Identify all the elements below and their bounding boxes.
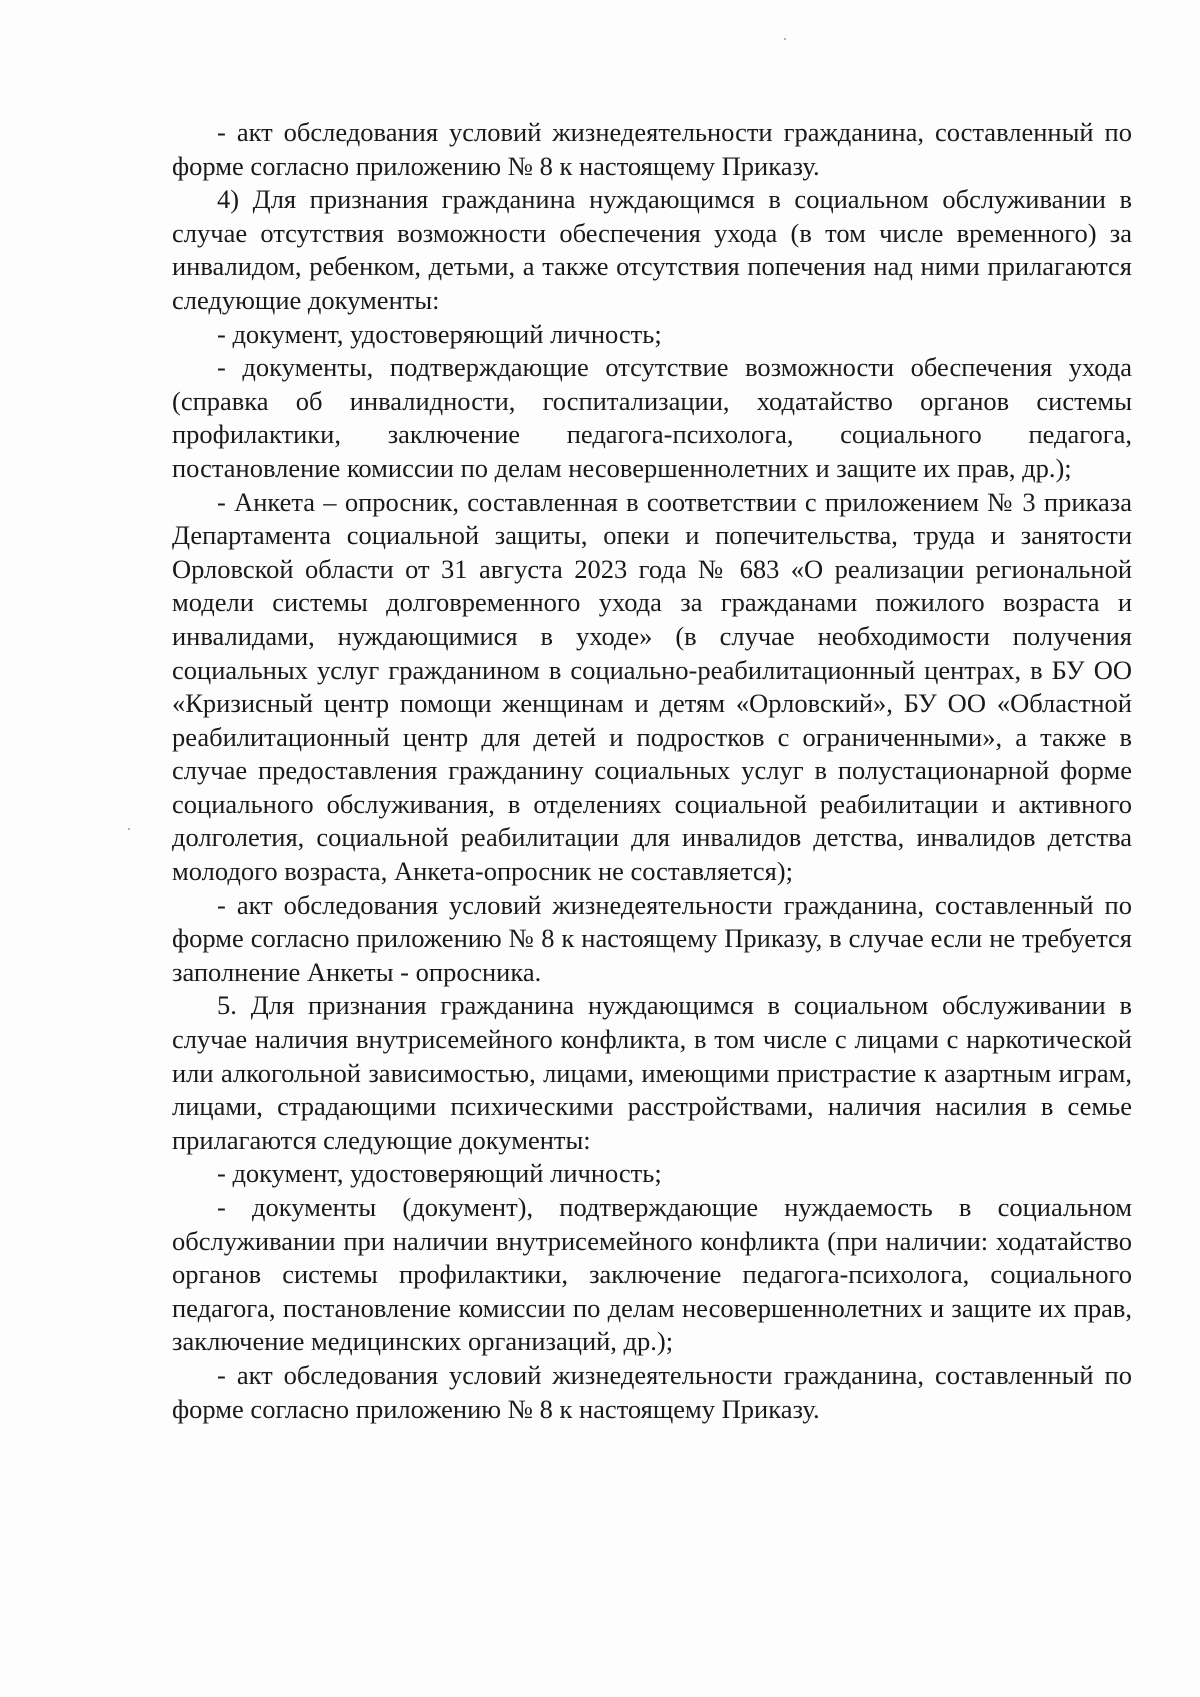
scan-speck — [784, 38, 786, 40]
paragraph-identity-doc-2: - документ, удостоверяющий личность; — [217, 1158, 662, 1189]
paragraph-item-4: 4) Для признания гражданина нуждающимся в социальном обслуживании в случае отсутствия возможности обеспечения ухода (в том числе временного) за инвалидом, ребенком, детьми, а также отсутствия попечения над ними прилагаются следующие документы: — [172, 184, 1132, 315]
paragraph-questionnaire: - Анкета – опросник, составленная в соответствии с приложением № 3 приказа Департамента социальной защиты, опеки и попечительства, труда и занятости Орловской области от 31 августа 2023 года № 683 «О реализации региональной модели системы долговременного ухода за гражданами пожилого возраста и инвалидами, нуждающимися в уходе» (в случае необходимости получения социальных услуг гражданином в социально-реабилитационный центрах, в БУ ОО «Кризисный центр помощи женщинам и детям «Орловский», БУ ОО «Областной реабилитационный центр для детей и подростков с ограниченными», а также в случае предоставления гражданину социальных услуг в полустационарной форме социального обслуживания, в отделениях социальной реабилитации и активного долголетия, социальной реабилитации для инвалидов детства, инвалидов детства молодого возраста, Анкета-опросник не составляется); — [172, 486, 1132, 887]
paragraph-act-1: - акт обследования условий жизнедеятельности гражданина, составленный по форме согласно приложению № 8 к настоящему Приказу. — [172, 117, 1132, 181]
document-body — [172, 116, 1132, 1426]
paragraph-identity-doc-1: - документ, удостоверяющий личность; — [217, 318, 662, 349]
paragraph-act-2: - акт обследования условий жизнедеятельности гражданина, составленный по форме согласно приложению № 8 к настоящему Приказу, в случае если не требуется заполнение Анкеты - опросника. — [172, 889, 1132, 987]
paragraph-act-3: - акт обследования условий жизнедеятельности гражданина, составленный по форме согласно приложению № 8 к настоящему Приказу. — [172, 1359, 1132, 1424]
scan-speck — [128, 828, 130, 830]
paragraph-care-docs: - документы, подтверждающие отсутствие возможности обеспечения ухода (справка об инвалидности, госпитализации, ходатайство органов системы профилактики, заключение педагога-психолога, социального педагога, постановление комиссии по делам несовершеннолетних и защите их прав, др.); — [172, 352, 1132, 483]
paragraph-conflict-docs: - документы (документ), подтверждающие нуждаемость в социальном обслуживании при наличии внутрисемейного конфликта (при наличии: ходатайство органов системы профилактики, заключение педагога-психолога, социального педагога, постановление комиссии по делам несовершеннолетних и защите их прав, заключение медицинских организаций, др.); — [172, 1192, 1132, 1357]
paragraph-item-5: 5. Для признания гражданина нуждающимся в социальном обслуживании в случае наличия внутрисемейного конфликта, в том числе с лицами с наркотической или алкогольной зависимостью, лицами, имеющими пристрастие к азартным играм, лицами, страдающими психическими расстройствами, наличия насилия в семье прилагаются следующие документы: — [172, 990, 1132, 1155]
